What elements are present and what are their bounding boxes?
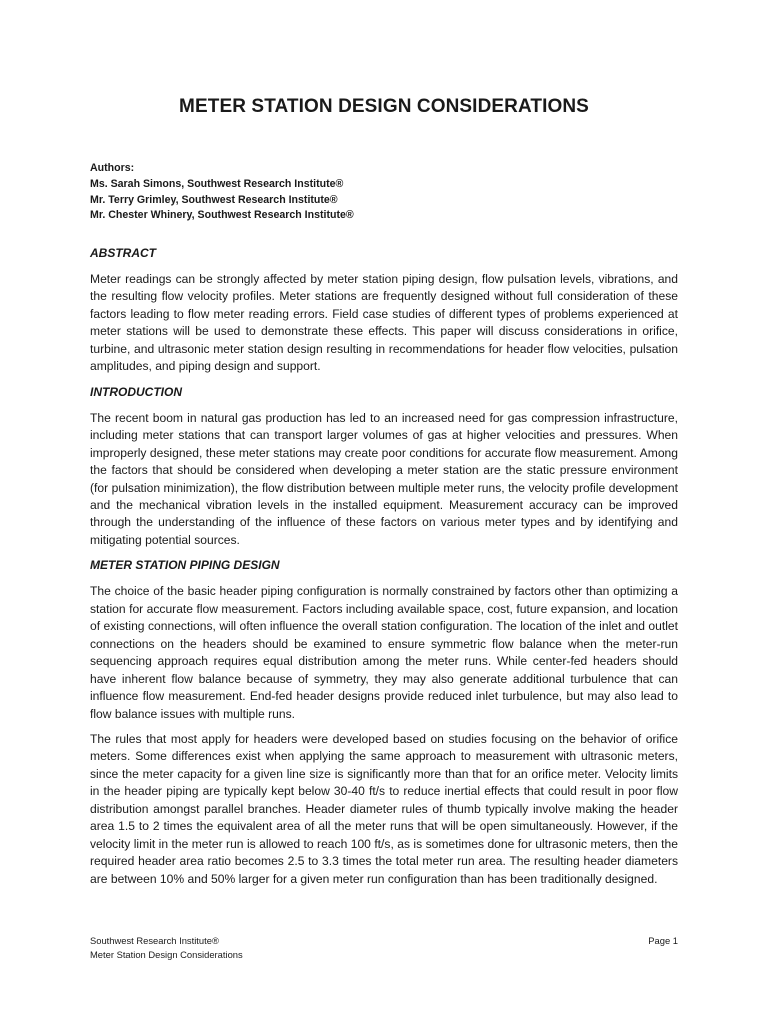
section-heading: METER STATION PIPING DESIGN	[90, 558, 280, 573]
section-heading: INTRODUCTION	[90, 384, 182, 399]
document-body	[90, 245, 678, 896]
section-introduction	[90, 384, 678, 550]
paragraph: The recent boom in natural gas production has led to an increased need for gas compression infrastructure, including meter stations that can transport larger volumes of gas at higher velocities and pressures. When improperly designed, these meter stations may create poor conditions for accurate flow measurement. Among the factors that should be considered when developing a meter station are the static pressure environment (for pulsation minimization), the flow distribution between multiple meter runs, the velocity profile development and the mechanical vibration levels in the installed equipment. Measurement accuracy can be improved through the understanding of the influence of these factors on various meter types and by identifying and mitigating potential sources.	[90, 410, 678, 547]
page-number: Page 1	[648, 935, 678, 946]
author-1: Ms. Sarah Simons, Southwest Research Institute®	[90, 177, 344, 190]
authors-label: Authors:	[90, 162, 135, 174]
footer-doc-title: Meter Station Design Considerations	[90, 949, 243, 960]
footer-left	[90, 934, 243, 962]
paragraph: Meter readings can be strongly affected by meter station piping design, flow pulsation levels, vibrations, and the resulting flow velocity profiles. Meter stations are frequently designed without full consideration of these factors leading to flow meter reading errors. Field case studies of different types of problems experienced at meter stations will be used to demonstrate these effects. This paper will discuss considerations in orifice, turbine, and ultrasonic meter station design resulting in recommendations for header flow velocities, pulsation amplitudes, and piping design and support.	[90, 272, 678, 374]
paragraph: The choice of the basic header piping configuration is normally constrained by factors other than optimizing a station for accurate flow measurement. Factors including available space, cost, future expansion, and location of existing connections, will often influence the overall station configuration. The location of the inlet and outlet connections on the headers should be examined to ensure symmetric flow balance when the meter-run sequencing approach requires equal distribution among the meter runs. While center-fed headers should have inherent flow balance because of symmetry, they may also generate additional turbulence that can influence flow measurement. End-fed header designs provide reduced inlet turbulence, but may also lead to flow balance issues with multiple runs.	[90, 584, 678, 721]
author-2: Mr. Terry Grimley, Southwest Research Institute®	[90, 193, 338, 206]
page-title: METER STATION DESIGN CONSIDERATIONS	[179, 96, 589, 117]
section-abstract	[90, 245, 678, 376]
author-3: Mr. Chester Whinery, Southwest Research Institute®	[90, 209, 354, 222]
section-piping-design	[90, 557, 678, 888]
authors-block	[90, 161, 690, 224]
section-heading: ABSTRACT	[90, 246, 156, 260]
footer-organization: Southwest Research Institute®	[90, 935, 219, 946]
paragraph: The rules that most apply for headers were developed based on studies focusing on the behavior of orifice meters. Some differences exist when applying the same approach to measurement with ultrasonic meters, since the meter capacity for a given line size is significantly more than that for an orifice meter. Velocity limits in the header piping are typically kept below 30-40 ft/s to reduce inertial effects that could result in poor flow distribution amongst parallel branches. Header diameter rules of thumb typically involve making the header area 1.5 to 2 times the equivalent area of all the meter runs that will be open simultaneously. However, if the velocity limit in the meter run is allowed to reach 100 ft/s, as is sometimes done for ultrasonic meters, then the required header area ratio becomes 2.5 to 3.3 times the total meter run area. The resulting header diameters are between 10% and 50% larger for a given meter run configuration than has been traditionally designed.	[90, 731, 678, 886]
